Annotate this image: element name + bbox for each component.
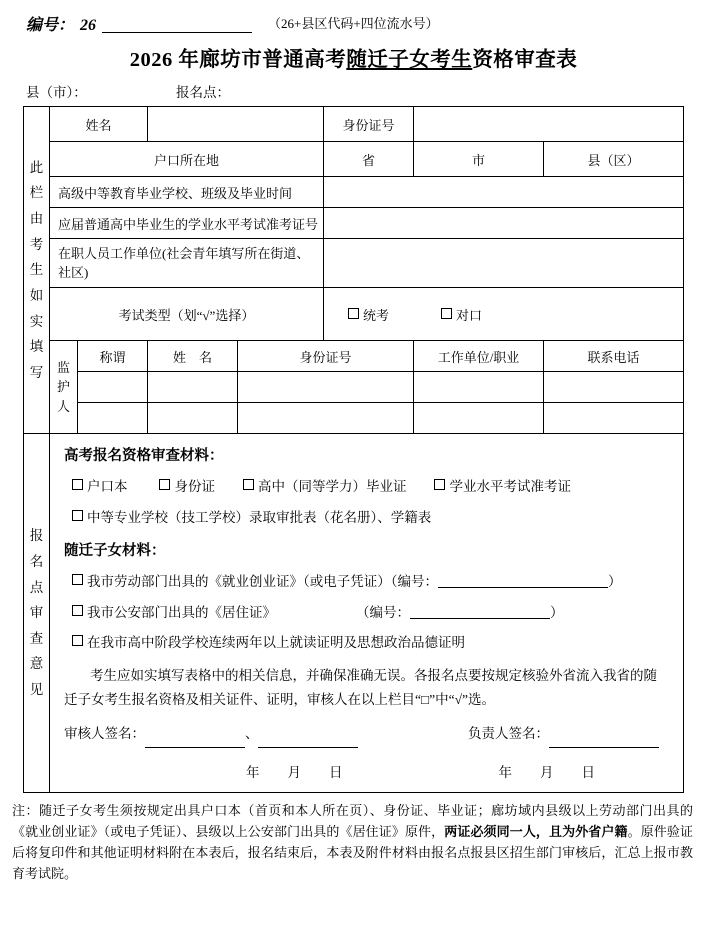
checkbox-icon[interactable] <box>243 479 254 490</box>
exam-no-input-cell[interactable] <box>324 208 684 239</box>
reviewer-signature-line-1[interactable] <box>145 733 245 748</box>
footer-note-prefix: 注：随迁子女考生须按规定出具户口本（首页和本人所在页）、身份证、毕业证；廊坊域内县级以上劳动部门出具的《就业创业证》（或电子凭证）、县级以上公安部门出具的《居住证》原件， <box>12 803 693 840</box>
material-juzhu-number-label: （编号： <box>355 604 410 620</box>
material-zhongzhuan[interactable] <box>64 505 677 531</box>
hukou-county-cell[interactable]: 县（区） <box>544 142 684 177</box>
material-jiuye-label-end: ） <box>607 574 622 590</box>
guardian-id-input-2[interactable] <box>238 403 414 434</box>
exam-type-options-cell <box>324 288 684 341</box>
guardian-name-input-2[interactable] <box>148 403 238 434</box>
guardian-relation-input-2[interactable] <box>77 403 147 434</box>
reviewer-date-day: 日 <box>328 764 343 780</box>
guardian-row <box>23 403 683 434</box>
id-input-cell[interactable] <box>414 107 684 142</box>
leader-date-day: 日 <box>581 764 595 780</box>
main-table <box>23 106 684 793</box>
checkbox-icon[interactable] <box>72 479 83 490</box>
form-number-label: 编号： <box>26 17 75 35</box>
name-input-cell[interactable] <box>148 107 324 142</box>
checkbox-icon[interactable] <box>72 605 83 616</box>
school-label-cell: 高级中等教育毕业学校、班级及毕业时间 <box>49 177 323 208</box>
material-juzhu-number-line[interactable] <box>410 605 550 619</box>
hukou-label-cell: 户口所在地 <box>49 142 323 177</box>
guardian-relation-input[interactable] <box>77 372 147 403</box>
guardian-work-input-2[interactable] <box>414 403 544 434</box>
left-vertical-label-2: 报 名 点 审 查 意 见 <box>23 434 49 793</box>
exam-type-option-tongkao[interactable] <box>348 305 389 324</box>
review-paragraph: 考生应如实填写表格中的相关信息，并确保准确无误。各报名点要按规定核验外省流入我省的随迁子女考生报名资格及相关证件、证明，审核人在以上栏目“□”中“√”选。 <box>63 668 657 707</box>
material-juzhu-label: 我市公安部门出具的《居住证》 <box>86 604 276 620</box>
reviewer-label: 审核人签名： <box>63 726 145 742</box>
guardian-col-phone: 联系电话 <box>544 341 684 372</box>
material-juzhu[interactable] <box>64 600 677 626</box>
checkbox-icon[interactable] <box>72 635 83 646</box>
title-prefix: 2026 年廊坊市普通高考 <box>129 49 347 72</box>
guardian-col-relation: 称谓 <box>77 341 147 372</box>
hukou-province-cell[interactable]: 省 <box>324 142 414 177</box>
date-row <box>64 760 677 786</box>
guardian-name-input[interactable] <box>148 372 238 403</box>
guardian-vertical-label: 监 护 人 <box>49 341 77 434</box>
material-study-proof-label: 在我市高中阶段学校连续两年以上就读证明及思想政治品德证明 <box>86 634 465 650</box>
footer-note-suffix: 。原件验证后将复印件和其他证明材料附在本表后，报名结束后，本表及附件材料由报名点报县区招生部门审核后，汇总上报市教育考试院。 <box>12 824 693 882</box>
left-vertical-label: 此 栏 由 考 生 如 实 填 写 <box>23 107 49 434</box>
checkbox-icon[interactable] <box>434 479 445 490</box>
exam-type-option-tongkao-label: 统考 <box>363 307 390 323</box>
material-study-proof[interactable] <box>64 630 677 656</box>
exam-type-option-duikou[interactable] <box>441 305 482 324</box>
form-number-value[interactable]: 26 <box>80 17 97 35</box>
guardian-work-input[interactable] <box>414 372 544 403</box>
page-title <box>0 42 707 72</box>
leader-label: 负责人签名： <box>468 726 549 742</box>
material-xuekao[interactable] <box>434 474 571 500</box>
site-label: 报名点： <box>176 85 230 101</box>
material-hukou[interactable] <box>72 474 128 500</box>
material-jiuye-number-line[interactable] <box>438 574 608 588</box>
reviewer-separator: 、 <box>244 726 259 742</box>
county-label: 县（市）： <box>26 85 87 101</box>
leader-signature-line[interactable] <box>549 733 659 748</box>
material-hukou-label: 户口本 <box>86 479 128 495</box>
material-diploma-label: 高中（同等学力）毕业证 <box>257 479 407 495</box>
work-label-cell: 在职人员工作单位(社会青年填写所在街道、社区) <box>49 239 323 288</box>
form-number-row <box>0 0 707 35</box>
hukou-city-cell[interactable]: 市 <box>414 142 544 177</box>
material-jiuye[interactable] <box>64 569 677 595</box>
material-juzhu-label-end: ） <box>549 604 564 620</box>
review-heading-2: 随迁子女材料： <box>63 542 166 559</box>
county-site-row <box>0 72 707 106</box>
work-input-cell[interactable] <box>324 239 684 288</box>
footer-note <box>0 793 707 884</box>
checkbox-icon[interactable] <box>348 308 359 319</box>
review-content <box>50 434 683 792</box>
leader-date[interactable] <box>484 760 609 786</box>
leader-date-year: 年 <box>498 764 512 780</box>
checkbox-icon[interactable] <box>159 479 170 490</box>
checkbox-icon[interactable] <box>72 510 83 521</box>
id-label-cell: 身份证号 <box>324 107 414 142</box>
checkbox-icon[interactable] <box>441 308 452 319</box>
exam-no-label-cell: 应届普通高中毕业生的学业水平考试准考证号 <box>49 208 323 239</box>
material-id-label: 身份证 <box>174 479 215 495</box>
material-id[interactable] <box>159 474 215 500</box>
material-diploma[interactable] <box>243 474 407 500</box>
form-number-hint: （26+县区代码+四位流水号） <box>268 16 439 31</box>
name-label-cell: 姓名 <box>49 107 147 142</box>
footer-note-bold: 两证必须同一人，且为外省户籍 <box>444 824 628 840</box>
review-cell <box>49 434 683 793</box>
school-input-cell[interactable] <box>324 177 684 208</box>
material-zhongzhuan-label: 中等专业学校（技工学校）录取审批表（花名册）、学籍表 <box>86 509 432 525</box>
reviewer-date-year: 年 <box>245 764 260 780</box>
guardian-row <box>23 372 683 403</box>
title-underlined: 随迁子女考生 <box>346 49 473 72</box>
leader-date-month: 月 <box>539 764 554 780</box>
review-heading-1: 高考报名资格审查材料： <box>63 448 224 465</box>
guardian-id-input[interactable] <box>238 372 414 403</box>
guardian-col-name: 姓 名 <box>148 341 238 372</box>
exam-type-option-duikou-label: 对口 <box>456 307 483 323</box>
guardian-phone-input-2[interactable] <box>544 403 684 434</box>
signature-row <box>64 721 677 747</box>
reviewer-date-month: 月 <box>287 764 301 780</box>
checkbox-icon[interactable] <box>72 574 83 585</box>
reviewer-signature-line-2[interactable] <box>258 733 358 748</box>
material-xuekao-label: 学业水平考试准考证 <box>449 479 571 495</box>
guardian-phone-input[interactable] <box>544 372 684 403</box>
reviewer-date[interactable] <box>232 760 357 786</box>
form-number-rule <box>102 16 252 33</box>
guardian-col-work: 工作单位/职业 <box>414 341 544 372</box>
material-jiuye-label: 我市劳动部门出具的《就业创业证》（或电子凭证）（编号： <box>86 574 438 590</box>
title-suffix: 资格审查表 <box>472 49 578 72</box>
guardian-col-id: 身份证号 <box>238 341 414 372</box>
exam-type-label-cell: 考试类型（划“√”选择） <box>49 288 323 341</box>
